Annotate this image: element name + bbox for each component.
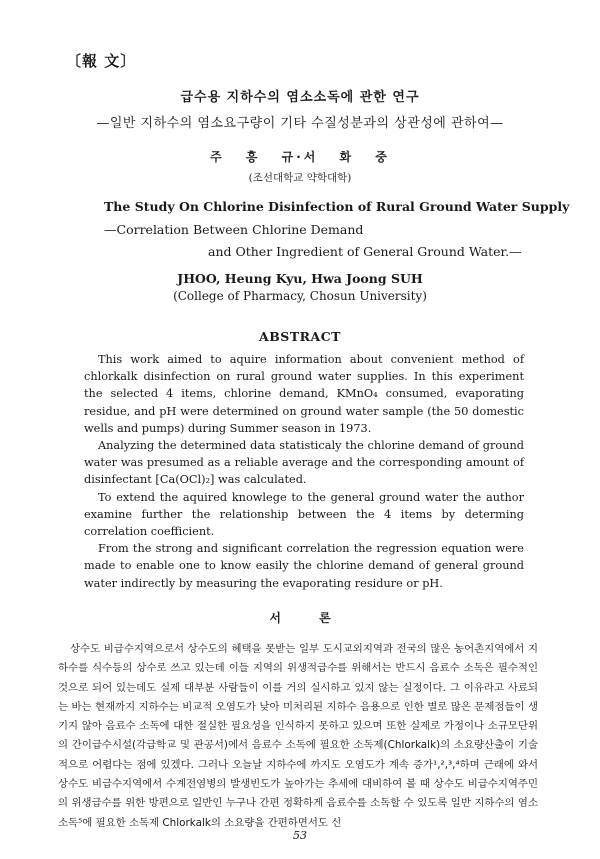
- korean-title: 급수용 지하수의 염소소독에 관한 연구: [180, 90, 420, 105]
- introduction-body: [58, 640, 538, 833]
- abstract-paragraph: This work aimed to aquire information about convenient method of chlorkalk disinfection on rural ground water supplies. In this experiment the selected 4 items, chlorine demand, KMnO₄ consumed, evaporating residue, and pH were determined on ground water sample (the 50 domestic wells and pumps) during Summer season in 1973.: [84, 353, 524, 435]
- korean-subtitle: —일반 지하수의 염소요구량이 기타 수질성분과의 상관성에 관하여—: [96, 116, 504, 131]
- english-affiliation: (College of Pharmacy, Chosun University): [173, 289, 427, 303]
- korean-affiliation: (조선대학교 약학대학): [248, 172, 352, 184]
- english-subtitle-line-2: and Other Ingredient of General Ground Water.—: [208, 244, 522, 259]
- abstract-body: [84, 351, 524, 592]
- introduction-heading: 서 론: [269, 611, 331, 625]
- abstract-paragraph: To extend the aquired knowlege to the general ground water the author examine further the relationship between the 4 items by determing correlation coefficient.: [84, 490, 524, 539]
- korean-authors: 주 흥 규·서 화 중: [210, 150, 390, 164]
- introduction-paragraph: 상수도 비급수지역으로서 상수도의 혜택을 못받는 일부 도시교외지역과 전국의 많은 농어촌지역에서 지하수를 식수등의 상수로 쓰고 있는데 이들 지역의 위생적급수를 위해서는 반드시 음료수 소독은 필수적인 것으로 되어 있는데도 실제 대부분 사람들이 이를 거의 실시하고 있지 않는 실정이다. 그 이유라고 사료되는 바는 현재까지 지하수는 비교적 오염도가 낮아 미처리된 지하수 음용으로 인한 별로 많은 문제점들이 생기지 않아 음료수 소독에 대한 절실한 필요성을 인식하지 못하고 있으며 또한 실제로 가정이나 소규모단위의 간이급수시설(각급학교 및 관공서)에서 음료수 소독에 필요한 소독제(Chlorkalk)의 소요량산출이 기술적으로 어렵다는 점에 있겠다. 그러나 오늘날 지하수에 까지도 오염도가 계속 증가¹,²,³,⁴하며 근래에 와서 상수도 비급수지역에서 수계전염병의 발생빈도가 높아가는 추세에 대비하여 볼 때 상수도 비급수지역주민의 위생급수를 위한 방편으로 일반인 누구나 간편 정확하게 음료수를 소독할 수 있도록 일반 지하수의 염소소독⁵에 필요한 소독제 Chlorkalk의 소요량을 간편하면서도 신: [58, 643, 538, 829]
- english-subtitle-line-1: —Correlation Between Chlorine Demand: [104, 222, 364, 237]
- abstract-paragraph: Analyzing the determined data statisticaly the chlorine demand of ground water was presumed as a reliable average and the corresponding amount of disinfectant [Ca(OCl)₂] was calculated.: [84, 439, 524, 487]
- section-tag: 〔報 文〕: [66, 52, 137, 70]
- abstract-paragraph: From the strong and significant correlation the regression equation were made to enable one to know easily the chlorine demand of general ground water indirectly by measuring the evaporating residure or pH.: [84, 542, 524, 590]
- page-number: 53: [293, 829, 307, 842]
- english-title: The Study On Chlorine Disinfection of Rural Ground Water Supply: [104, 199, 570, 214]
- abstract-heading: ABSTRACT: [259, 329, 341, 344]
- english-authors: JHOO, Heung Kyu, Hwa Joong SUH: [177, 271, 423, 286]
